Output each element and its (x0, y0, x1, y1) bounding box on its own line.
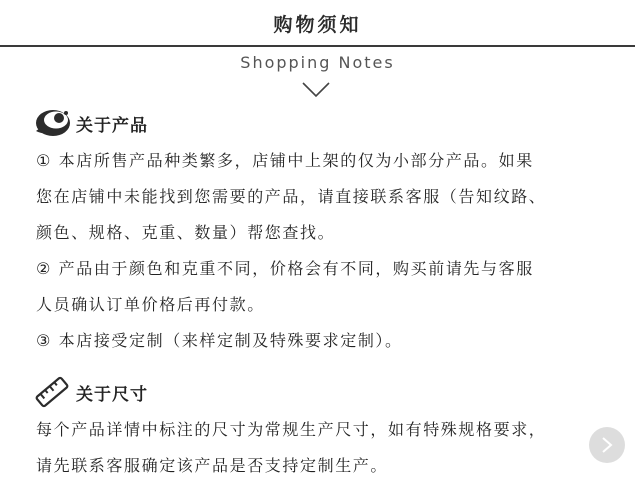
section-title-product: 关于产品 (76, 115, 148, 136)
section-header-product (33, 106, 148, 140)
section-header-size (33, 375, 148, 409)
page-subtitle: Shopping Notes (240, 53, 395, 72)
chevron-down-icon (302, 82, 330, 98)
text-line: 每个产品详情中标注的尺寸为常规生产尺寸，如有特殊规格要求， (36, 420, 547, 439)
text-line: ② 产品由于颜色和克重不同，价格会有不同，购买前请先与客服 (36, 259, 534, 278)
title-divider (0, 45, 635, 47)
text-line: 您在店铺中未能找到您需要的产品，请直接联系客服（告知纹路、 (36, 187, 547, 206)
section-body-size (36, 412, 616, 484)
text-line: ① 本店所售产品种类繁多，店铺中上架的仅为小部分产品。如果 (36, 151, 534, 170)
section-title-size: 关于尺寸 (76, 384, 148, 405)
chevron-right-icon (600, 436, 614, 454)
brand-logo-icon (33, 106, 71, 140)
next-button[interactable] (589, 427, 625, 463)
text-line: ③ 本店接受定制（来样定制及特殊要求定制）。 (36, 331, 403, 350)
text-line: 请先联系客服确定该产品是否支持定制生产。 (36, 456, 389, 475)
section-body-product (36, 143, 616, 359)
page-title: 购物须知 (273, 14, 362, 36)
text-line: 人员确认订单价格后再付款。 (36, 295, 265, 314)
text-line: 颜色、规格、克重、数量）帮您查找。 (36, 223, 336, 242)
ruler-icon (33, 375, 71, 409)
